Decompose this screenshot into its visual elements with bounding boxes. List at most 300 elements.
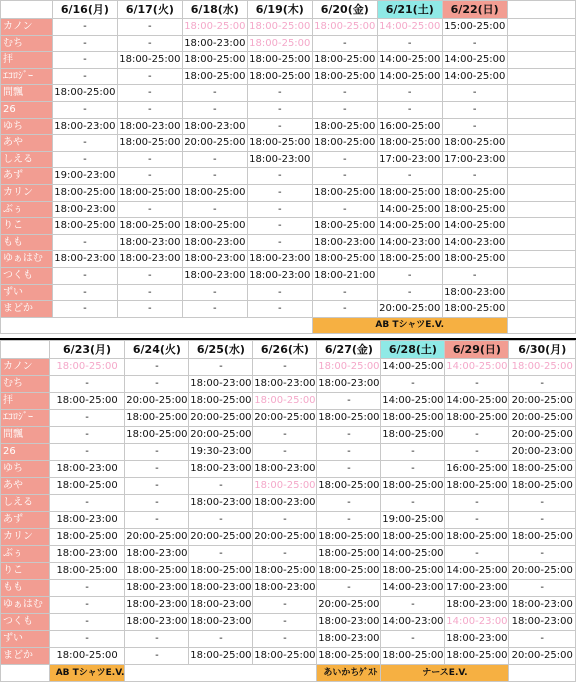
cast-name: 間飄 <box>1 85 53 102</box>
shift-cell: 18:00-23:00 <box>253 580 317 597</box>
date-header: 6/21(土) <box>377 1 442 19</box>
cast-name: ゆぁはむ <box>1 251 53 268</box>
shift-cell: 18:00-25:00 <box>49 563 125 580</box>
shift-cell: - <box>312 151 377 168</box>
shift-cell: - <box>445 427 509 444</box>
table-row <box>1 68 576 85</box>
shift-cell: 20:00-25:00 <box>317 597 381 614</box>
table-row <box>1 251 576 268</box>
shift-cell: 18:00-23:00 <box>182 234 247 251</box>
shift-cell: - <box>442 168 507 185</box>
shift-cell: 18:00-25:00 <box>49 393 125 410</box>
shift-cell: 18:00-23:00 <box>182 118 247 135</box>
shift-cell: - <box>247 118 312 135</box>
cast-name: つくも <box>1 267 53 284</box>
cast-name: あず <box>1 512 50 529</box>
shift-cell: - <box>509 512 576 529</box>
shift-cell: - <box>125 461 189 478</box>
shift-cell: - <box>125 359 189 376</box>
shift-cell: - <box>247 168 312 185</box>
empty-cell <box>507 251 575 268</box>
shift-cell: - <box>312 284 377 301</box>
shift-cell: - <box>247 301 312 318</box>
shift-cell: 18:00-25:00 <box>381 563 445 580</box>
shift-cell: 14:00-25:00 <box>381 393 445 410</box>
cast-name: ｴｺﾛｼﾞｰ <box>1 410 50 427</box>
table-row <box>1 234 576 251</box>
shift-cell: - <box>247 101 312 118</box>
shift-cell: 18:00-23:00 <box>125 614 189 631</box>
table-row <box>1 168 576 185</box>
shift-cell: - <box>49 376 125 393</box>
shift-cell: - <box>381 495 445 512</box>
date-header: 6/23(月) <box>49 341 125 359</box>
shift-cell: 14:00-25:00 <box>377 218 442 235</box>
shift-cell: 14:00-23:00 <box>445 614 509 631</box>
shift-cell: - <box>52 135 117 152</box>
shift-cell: 14:00-25:00 <box>381 359 445 376</box>
shift-cell: - <box>442 101 507 118</box>
table-row <box>1 461 576 478</box>
cast-name: ぶぅ <box>1 201 53 218</box>
shift-cell: 18:00-25:00 <box>317 563 381 580</box>
table-row <box>1 184 576 201</box>
shift-cell: - <box>253 614 317 631</box>
shift-cell: 18:00-25:00 <box>445 648 509 665</box>
shift-cell: - <box>117 68 182 85</box>
shift-cell: - <box>509 546 576 563</box>
shift-cell: 14:00-25:00 <box>377 68 442 85</box>
shift-cell: 18:00-25:00 <box>445 478 509 495</box>
cast-name: カノン <box>1 19 53 36</box>
shift-cell: 18:00-25:00 <box>381 478 445 495</box>
cast-name: まどか <box>1 301 53 318</box>
shift-cell: 18:00-23:00 <box>247 151 312 168</box>
shift-cell: 18:00-25:00 <box>317 529 381 546</box>
schedule-table-week2 <box>0 340 576 682</box>
shift-cell: - <box>125 478 189 495</box>
shift-cell: 18:00-23:00 <box>117 251 182 268</box>
shift-cell: 14:00-23:00 <box>442 234 507 251</box>
shift-cell: 18:00-25:00 <box>117 184 182 201</box>
table-row <box>1 393 576 410</box>
shift-cell: 18:00-25:00 <box>381 648 445 665</box>
shift-cell: - <box>377 168 442 185</box>
cast-name: むち <box>1 376 50 393</box>
shift-cell: 14:00-23:00 <box>381 580 445 597</box>
shift-cell: 18:00-25:00 <box>253 478 317 495</box>
shift-cell: - <box>317 512 381 529</box>
shift-cell: - <box>312 85 377 102</box>
shift-cell: 18:00-23:00 <box>49 512 125 529</box>
shift-cell: 18:00-25:00 <box>117 52 182 69</box>
table-row <box>1 512 576 529</box>
shift-cell: 17:00-23:00 <box>445 580 509 597</box>
shift-cell: 18:00-25:00 <box>253 393 317 410</box>
empty-cell <box>507 201 575 218</box>
shift-cell: 14:00-25:00 <box>445 393 509 410</box>
cast-name: ゆぁはむ <box>1 597 50 614</box>
cast-name: もも <box>1 234 53 251</box>
shift-cell: - <box>509 631 576 648</box>
shift-cell: 18:00-23:00 <box>125 580 189 597</box>
shift-cell: - <box>247 284 312 301</box>
shift-cell: 18:00-25:00 <box>509 461 576 478</box>
shift-cell: 18:00-23:00 <box>189 495 253 512</box>
shift-cell: - <box>247 85 312 102</box>
blank-cell <box>1 665 50 682</box>
shift-cell: 18:00-25:00 <box>381 529 445 546</box>
cast-name: 間飄 <box>1 427 50 444</box>
shift-cell: 18:00-25:00 <box>189 563 253 580</box>
event-banner: ナースE.V. <box>381 665 509 682</box>
shift-cell: - <box>317 427 381 444</box>
shift-cell: 18:00-25:00 <box>247 135 312 152</box>
cast-name: 26 <box>1 444 50 461</box>
shift-cell: 18:00-25:00 <box>49 529 125 546</box>
cast-name: ゆち <box>1 461 50 478</box>
date-header: 6/26(木) <box>253 341 317 359</box>
shift-cell: - <box>117 35 182 52</box>
shift-cell: 18:00-25:00 <box>445 529 509 546</box>
shift-cell: 20:00-25:00 <box>509 648 576 665</box>
shift-cell: 18:00-25:00 <box>442 184 507 201</box>
cast-name: ｴｺﾛｼﾞｰ <box>1 68 53 85</box>
shift-cell: 18:00-25:00 <box>509 359 576 376</box>
empty-cell <box>507 35 575 52</box>
blank-cell <box>507 317 575 334</box>
corner-cell <box>1 1 53 19</box>
shift-cell: - <box>117 19 182 36</box>
cast-name: カリン <box>1 529 50 546</box>
shift-cell: - <box>253 512 317 529</box>
table-row <box>1 301 576 318</box>
shift-cell: 18:00-25:00 <box>317 546 381 563</box>
shift-cell: 18:00-25:00 <box>312 135 377 152</box>
table-row <box>1 427 576 444</box>
shift-cell: 18:00-23:00 <box>317 376 381 393</box>
date-header: 6/30(月) <box>509 341 576 359</box>
shift-cell: 18:00-25:00 <box>509 529 576 546</box>
shift-cell: 18:00-25:00 <box>312 68 377 85</box>
shift-cell: - <box>182 101 247 118</box>
shift-cell: 18:00-25:00 <box>117 135 182 152</box>
shift-cell: 18:00-25:00 <box>182 184 247 201</box>
date-header: 6/18(水) <box>182 1 247 19</box>
header-row <box>1 341 576 359</box>
shift-cell: 18:00-23:00 <box>445 631 509 648</box>
cast-name: ぶぅ <box>1 546 50 563</box>
shift-cell: 18:00-25:00 <box>182 218 247 235</box>
shift-cell: - <box>189 478 253 495</box>
shift-cell: - <box>317 580 381 597</box>
shift-cell: 18:00-23:00 <box>52 118 117 135</box>
shift-cell: - <box>381 376 445 393</box>
shift-cell: 18:00-25:00 <box>381 427 445 444</box>
table-row <box>1 85 576 102</box>
cast-name: あや <box>1 135 53 152</box>
shift-cell: 14:00-25:00 <box>377 201 442 218</box>
shift-cell: - <box>52 301 117 318</box>
shift-cell: - <box>182 168 247 185</box>
empty-cell <box>507 118 575 135</box>
date-header: 6/17(火) <box>117 1 182 19</box>
shift-cell: 18:00-23:00 <box>253 376 317 393</box>
empty-cell <box>507 1 575 19</box>
shift-cell: 18:00-21:00 <box>312 267 377 284</box>
cast-name: りこ <box>1 563 50 580</box>
table-row <box>1 267 576 284</box>
shift-cell: - <box>509 495 576 512</box>
shift-cell: - <box>189 512 253 529</box>
table-row <box>1 631 576 648</box>
empty-cell <box>507 234 575 251</box>
shift-cell: 18:00-25:00 <box>247 68 312 85</box>
cast-name: ずい <box>1 284 53 301</box>
table-row <box>1 529 576 546</box>
shift-cell: - <box>52 52 117 69</box>
shift-cell: 18:00-23:00 <box>117 118 182 135</box>
cast-name: あや <box>1 478 50 495</box>
shift-cell: 18:00-25:00 <box>312 19 377 36</box>
table-row <box>1 218 576 235</box>
shift-cell: 18:00-23:00 <box>442 284 507 301</box>
date-header: 6/27(金) <box>317 341 381 359</box>
shift-cell: - <box>381 597 445 614</box>
shift-cell: 14:00-23:00 <box>377 234 442 251</box>
shift-cell: 18:00-25:00 <box>509 478 576 495</box>
shift-cell: 19:00-25:00 <box>381 512 445 529</box>
shift-cell: 18:00-25:00 <box>317 410 381 427</box>
table-row <box>1 135 576 152</box>
shift-cell: - <box>442 267 507 284</box>
shift-cell: - <box>52 101 117 118</box>
shift-cell: 20:00-25:00 <box>189 410 253 427</box>
shift-cell: - <box>253 427 317 444</box>
shift-cell: - <box>253 546 317 563</box>
shift-cell: 18:00-25:00 <box>117 218 182 235</box>
shift-cell: 20:00-25:00 <box>377 301 442 318</box>
shift-cell: 18:00-25:00 <box>445 410 509 427</box>
cast-name: もも <box>1 580 50 597</box>
shift-cell: 16:00-25:00 <box>377 118 442 135</box>
date-header: 6/16(月) <box>52 1 117 19</box>
empty-cell <box>507 19 575 36</box>
shift-cell: - <box>117 284 182 301</box>
table-row <box>1 201 576 218</box>
shift-cell: - <box>189 359 253 376</box>
shift-cell: 20:00-25:00 <box>509 563 576 580</box>
shift-cell: - <box>442 35 507 52</box>
shift-cell: - <box>312 35 377 52</box>
shift-cell: 18:00-25:00 <box>189 393 253 410</box>
cast-name: ゆち <box>1 118 53 135</box>
shift-cell: - <box>189 631 253 648</box>
shift-cell: - <box>247 201 312 218</box>
shift-cell: 16:00-25:00 <box>445 461 509 478</box>
table-row <box>1 19 576 36</box>
table-row <box>1 376 576 393</box>
shift-cell: 18:00-23:00 <box>189 461 253 478</box>
shift-cell: 18:00-23:00 <box>125 597 189 614</box>
shift-cell: 18:00-25:00 <box>182 68 247 85</box>
shift-cell: - <box>125 512 189 529</box>
shift-cell: - <box>377 284 442 301</box>
shift-cell: 19:30-23:00 <box>189 444 253 461</box>
shift-cell: 18:00-25:00 <box>312 218 377 235</box>
shift-cell: - <box>509 580 576 597</box>
shift-cell: 20:00-25:00 <box>182 135 247 152</box>
cast-name: 拝 <box>1 52 53 69</box>
shift-cell: 20:00-25:00 <box>125 529 189 546</box>
shift-cell: - <box>312 168 377 185</box>
shift-cell: 18:00-25:00 <box>312 251 377 268</box>
shift-cell: 18:00-25:00 <box>247 35 312 52</box>
date-header: 6/24(火) <box>125 341 189 359</box>
shift-cell: 18:00-25:00 <box>125 563 189 580</box>
shift-cell: 18:00-23:00 <box>125 546 189 563</box>
cast-name: 拝 <box>1 393 50 410</box>
shift-cell: 14:00-25:00 <box>442 52 507 69</box>
shift-cell: - <box>377 267 442 284</box>
shift-cell: 18:00-23:00 <box>312 234 377 251</box>
date-header: 6/19(木) <box>247 1 312 19</box>
shift-cell: - <box>247 184 312 201</box>
shift-cell: - <box>52 68 117 85</box>
table-row <box>1 359 576 376</box>
header-row <box>1 1 576 19</box>
empty-cell <box>507 267 575 284</box>
shift-cell: - <box>117 267 182 284</box>
shift-cell: 20:00-25:00 <box>509 393 576 410</box>
empty-cell <box>507 85 575 102</box>
table-row <box>1 118 576 135</box>
shift-cell: 18:00-25:00 <box>317 359 381 376</box>
shift-cell: - <box>445 444 509 461</box>
shift-cell: - <box>52 151 117 168</box>
shift-cell: - <box>52 267 117 284</box>
table-row <box>1 495 576 512</box>
empty-cell <box>507 168 575 185</box>
shift-cell: - <box>442 118 507 135</box>
cast-name: しえる <box>1 495 50 512</box>
shift-cell: 18:00-23:00 <box>445 597 509 614</box>
shift-cell: 18:00-25:00 <box>442 201 507 218</box>
blank-cell <box>125 665 317 682</box>
shift-cell: - <box>117 101 182 118</box>
cast-name: カノン <box>1 359 50 376</box>
shift-cell: - <box>317 393 381 410</box>
shift-cell: 20:00-25:00 <box>253 529 317 546</box>
shift-cell: 17:00-23:00 <box>377 151 442 168</box>
shift-cell: - <box>445 495 509 512</box>
shift-cell: - <box>125 631 189 648</box>
blank-cell <box>509 665 576 682</box>
shift-cell: - <box>49 495 125 512</box>
table-row <box>1 563 576 580</box>
shift-cell: - <box>52 234 117 251</box>
shift-cell: - <box>381 631 445 648</box>
shift-cell: 18:00-25:00 <box>182 19 247 36</box>
empty-cell <box>507 135 575 152</box>
cast-name: 26 <box>1 101 53 118</box>
shift-cell: - <box>381 444 445 461</box>
empty-cell <box>507 151 575 168</box>
shift-cell: - <box>247 218 312 235</box>
shift-cell: 18:00-25:00 <box>253 563 317 580</box>
shift-cell: - <box>52 19 117 36</box>
shift-cell: 18:00-25:00 <box>125 427 189 444</box>
shift-cell: 14:00-25:00 <box>442 218 507 235</box>
shift-cell: 18:00-23:00 <box>317 631 381 648</box>
shift-cell: - <box>253 444 317 461</box>
shift-cell: 18:00-23:00 <box>189 614 253 631</box>
table-row <box>1 648 576 665</box>
shift-cell: 18:00-25:00 <box>125 410 189 427</box>
event-banner: AB TシャツE.V. <box>49 665 125 682</box>
shift-cell: 18:00-25:00 <box>312 184 377 201</box>
shift-cell: 18:00-25:00 <box>247 52 312 69</box>
shift-cell: - <box>445 376 509 393</box>
shift-cell: - <box>317 495 381 512</box>
shift-cell: 18:00-23:00 <box>189 597 253 614</box>
shift-cell: 18:00-25:00 <box>377 184 442 201</box>
shift-cell: 14:00-25:00 <box>377 52 442 69</box>
shift-cell: - <box>49 614 125 631</box>
cast-name: あず <box>1 168 53 185</box>
shift-cell: 18:00-25:00 <box>442 301 507 318</box>
shift-cell: 18:00-23:00 <box>509 614 576 631</box>
shift-cell: 18:00-25:00 <box>49 478 125 495</box>
table-row <box>1 444 576 461</box>
shift-cell: - <box>247 234 312 251</box>
shift-cell: 18:00-23:00 <box>49 461 125 478</box>
shift-cell: - <box>312 201 377 218</box>
empty-cell <box>507 101 575 118</box>
shift-cell: 18:00-25:00 <box>52 85 117 102</box>
shift-cell: 14:00-25:00 <box>445 563 509 580</box>
shift-cell: - <box>117 151 182 168</box>
shift-cell: - <box>125 376 189 393</box>
empty-cell <box>507 284 575 301</box>
shift-cell: - <box>509 376 576 393</box>
corner-cell <box>1 341 50 359</box>
shift-cell: - <box>253 359 317 376</box>
table-row <box>1 546 576 563</box>
empty-cell <box>507 68 575 85</box>
shift-cell: - <box>182 85 247 102</box>
shift-cell: 14:00-25:00 <box>445 359 509 376</box>
shift-cell: - <box>317 461 381 478</box>
shift-cell: - <box>52 35 117 52</box>
shift-cell: 18:00-23:00 <box>49 546 125 563</box>
shift-cell: 18:00-23:00 <box>182 35 247 52</box>
shift-cell: 18:00-23:00 <box>189 580 253 597</box>
shift-cell: 14:00-25:00 <box>442 68 507 85</box>
empty-cell <box>507 184 575 201</box>
shift-cell: 18:00-25:00 <box>247 19 312 36</box>
blank-cell <box>1 317 313 334</box>
table-row <box>1 580 576 597</box>
shift-cell: 20:00-25:00 <box>125 393 189 410</box>
shift-cell: 18:00-23:00 <box>253 461 317 478</box>
table-row <box>1 35 576 52</box>
shift-cell: 18:00-23:00 <box>117 234 182 251</box>
shift-cell: - <box>117 85 182 102</box>
shift-cell: - <box>49 427 125 444</box>
shift-cell: 15:00-25:00 <box>442 19 507 36</box>
event-row <box>1 317 576 334</box>
